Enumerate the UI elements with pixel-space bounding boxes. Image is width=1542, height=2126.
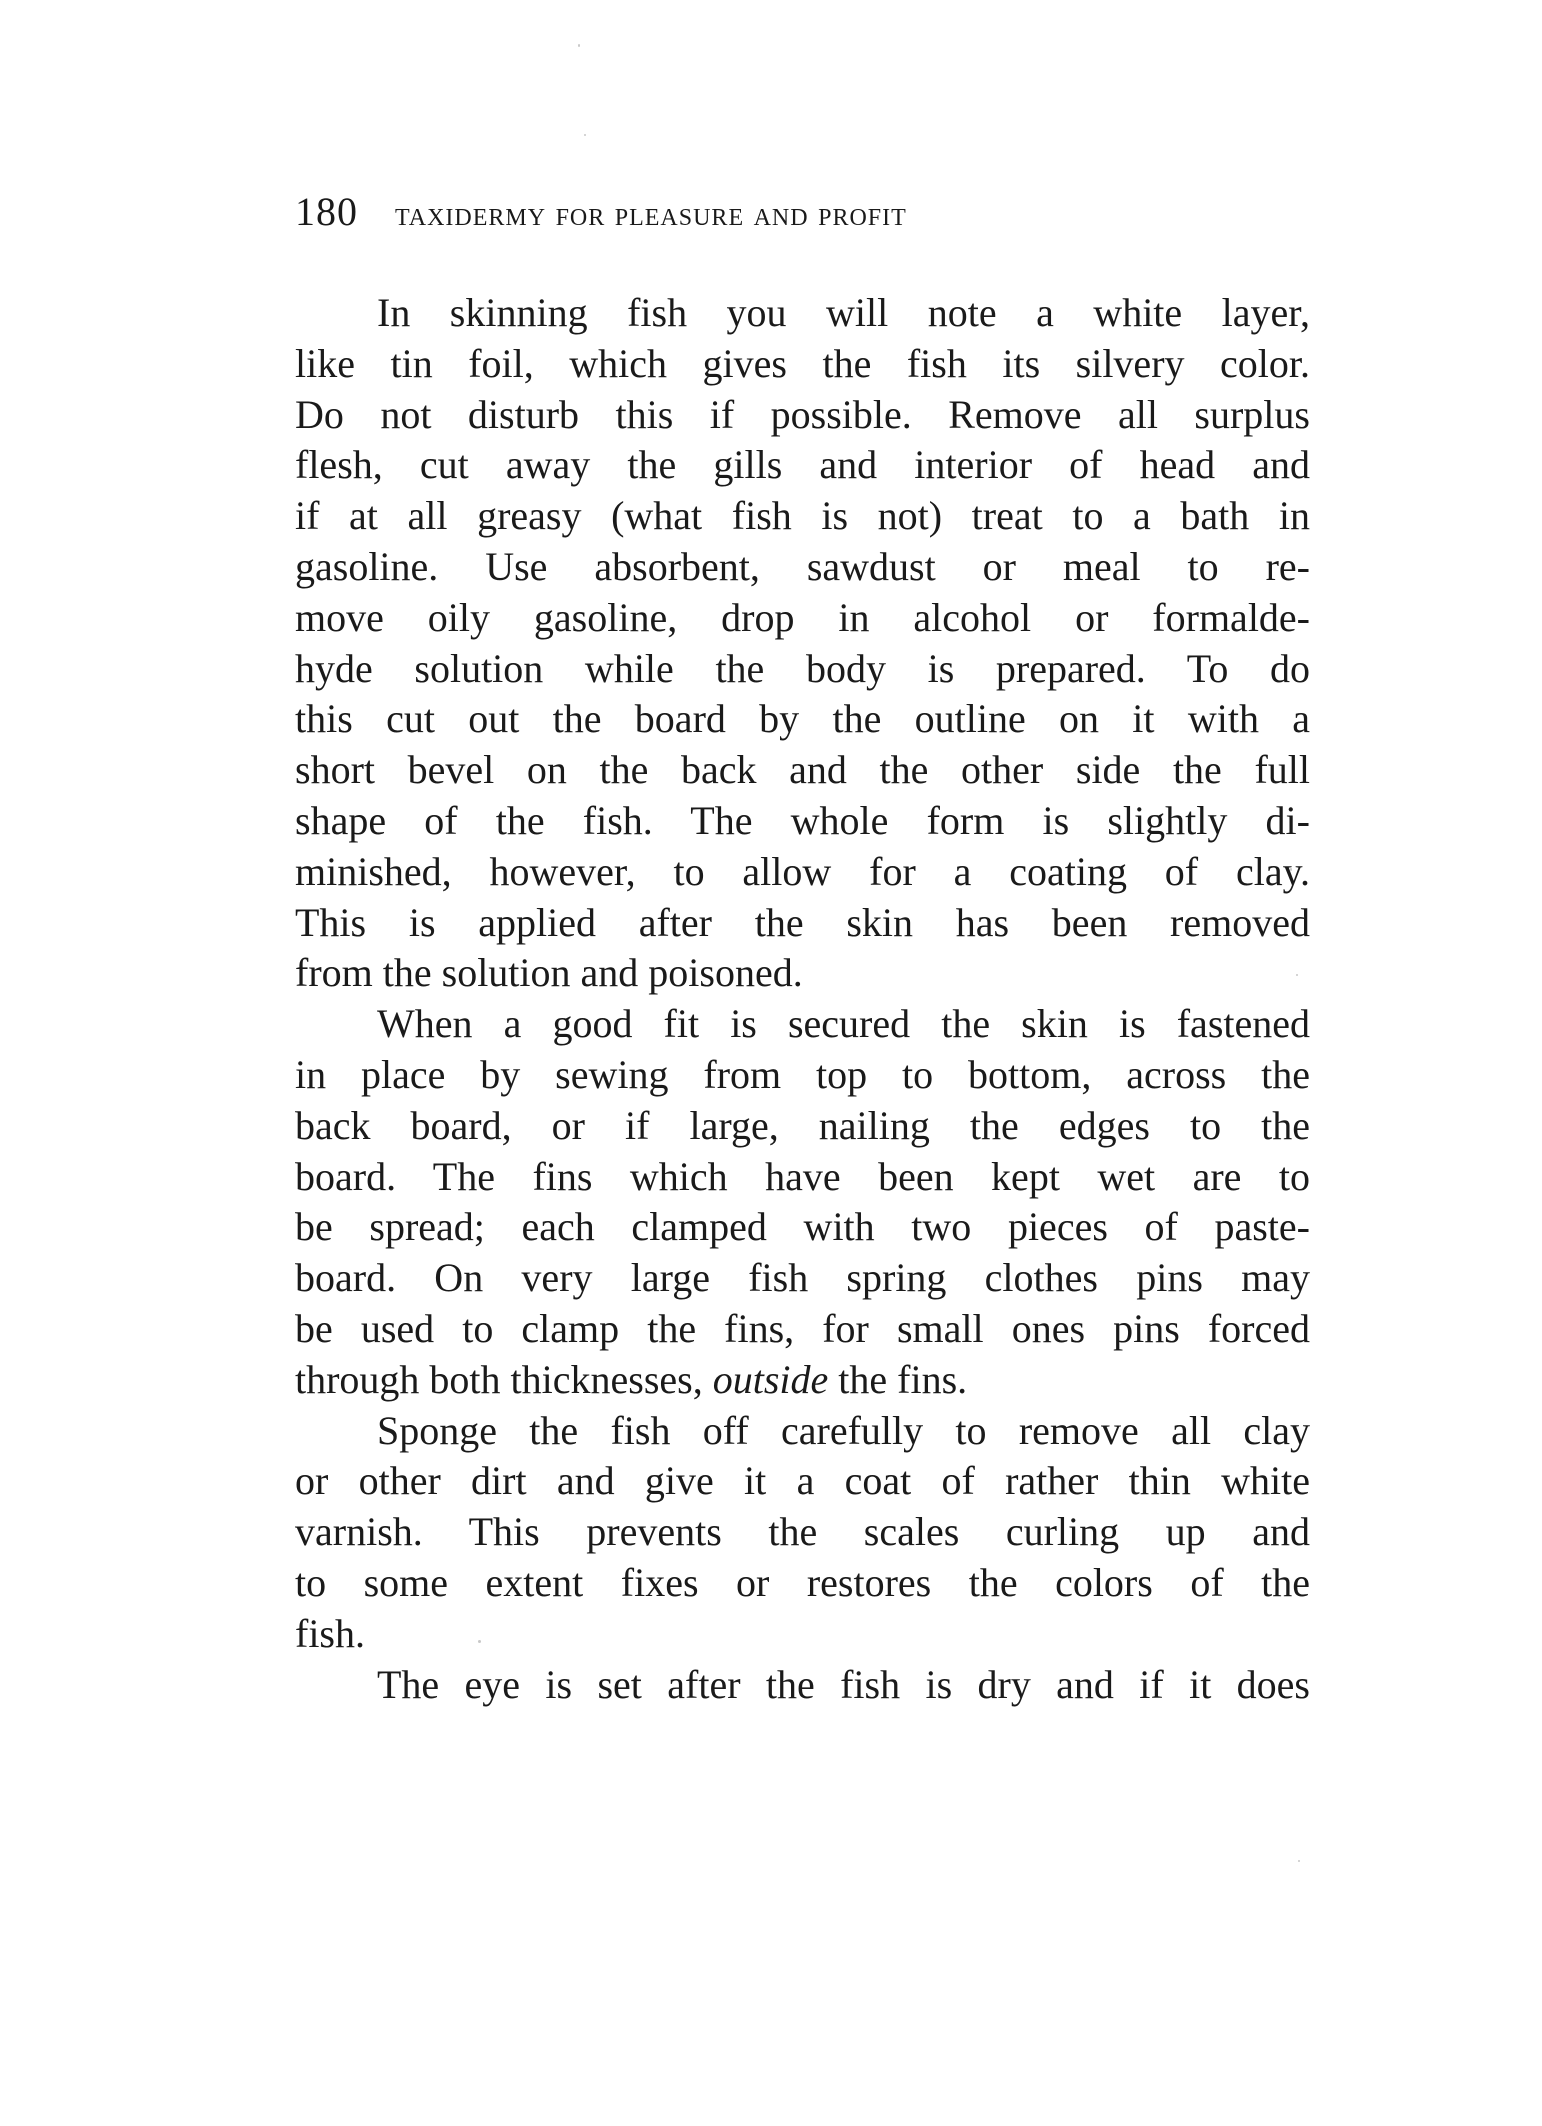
- paper-speck: [584, 134, 586, 136]
- text-segment: through both thicknesses,: [295, 1356, 713, 1402]
- text-line: When a good fit is secured the skin is fastened: [377, 1001, 1310, 1047]
- text-line: The eye is set after the fish is dry and if it does: [377, 1661, 1310, 1707]
- text-line: short bevel on the back and the other side the full: [295, 747, 1310, 793]
- text-line: flesh, cut away the gills and interior of head and: [295, 442, 1310, 488]
- running-title: taxidermy for pleasure and profit: [395, 196, 907, 233]
- text-line: from the solution and poisoned.: [295, 950, 803, 996]
- running-head: [295, 189, 1315, 235]
- text-line: Sponge the fish off carefully to remove all clay: [377, 1407, 1310, 1453]
- paper-speck: [578, 44, 580, 47]
- body-text: [295, 288, 1310, 1710]
- paragraph: [295, 1406, 1310, 1660]
- text-line: if at all greasy (what fish is not) treat to a bath in: [295, 493, 1310, 539]
- text-line: like tin foil, which gives the fish its silvery color.: [295, 340, 1310, 386]
- text-line: shape of the fish. The whole form is slightly di-: [295, 797, 1310, 843]
- text-line: In skinning fish you will note a white layer,: [377, 290, 1310, 335]
- paragraph: [295, 999, 1310, 1405]
- text-line: hyde solution while the body is prepared. To do: [295, 645, 1310, 691]
- paper-speck: [1298, 1860, 1300, 1862]
- text-line: in place by sewing from top to bottom, across the: [295, 1051, 1310, 1097]
- text-line: to some extent fixes or restores the colors of the: [295, 1559, 1310, 1605]
- text-line: this cut out the board by the outline on it with a: [295, 696, 1310, 742]
- text-line: board. On very large fish spring clothes pins may: [295, 1255, 1310, 1301]
- text-line: gasoline. Use absorbent, sawdust or meal to re-: [295, 543, 1310, 589]
- page-number: 180: [295, 189, 358, 234]
- text-line: This is applied after the skin has been removed: [295, 899, 1310, 945]
- text-line: move oily gasoline, drop in alcohol or formalde-: [295, 594, 1310, 640]
- text-segment: the fins.: [828, 1356, 968, 1402]
- text-line: minished, however, to allow for a coating of clay.: [295, 848, 1310, 894]
- text-line: or other dirt and give it a coat of rather thin white: [295, 1458, 1310, 1504]
- text-line: [295, 1355, 1310, 1406]
- text-line: be spread; each clamped with two pieces of paste-: [295, 1204, 1310, 1250]
- paragraph: [295, 1660, 1310, 1711]
- text-line: back board, or if large, nailing the edges to the: [295, 1102, 1310, 1148]
- text-line: Do not disturb this if possible. Remove all surplus: [295, 391, 1310, 437]
- emphasized-word: outside: [712, 1356, 829, 1402]
- text-line: fish.: [295, 1610, 365, 1656]
- text-line: be used to clamp the fins, for small ones pins forced: [295, 1305, 1310, 1351]
- text-line: board. The fins which have been kept wet are to: [295, 1153, 1310, 1199]
- text-line: varnish. This prevents the scales curling up and: [295, 1509, 1310, 1555]
- paragraph: [295, 288, 1310, 999]
